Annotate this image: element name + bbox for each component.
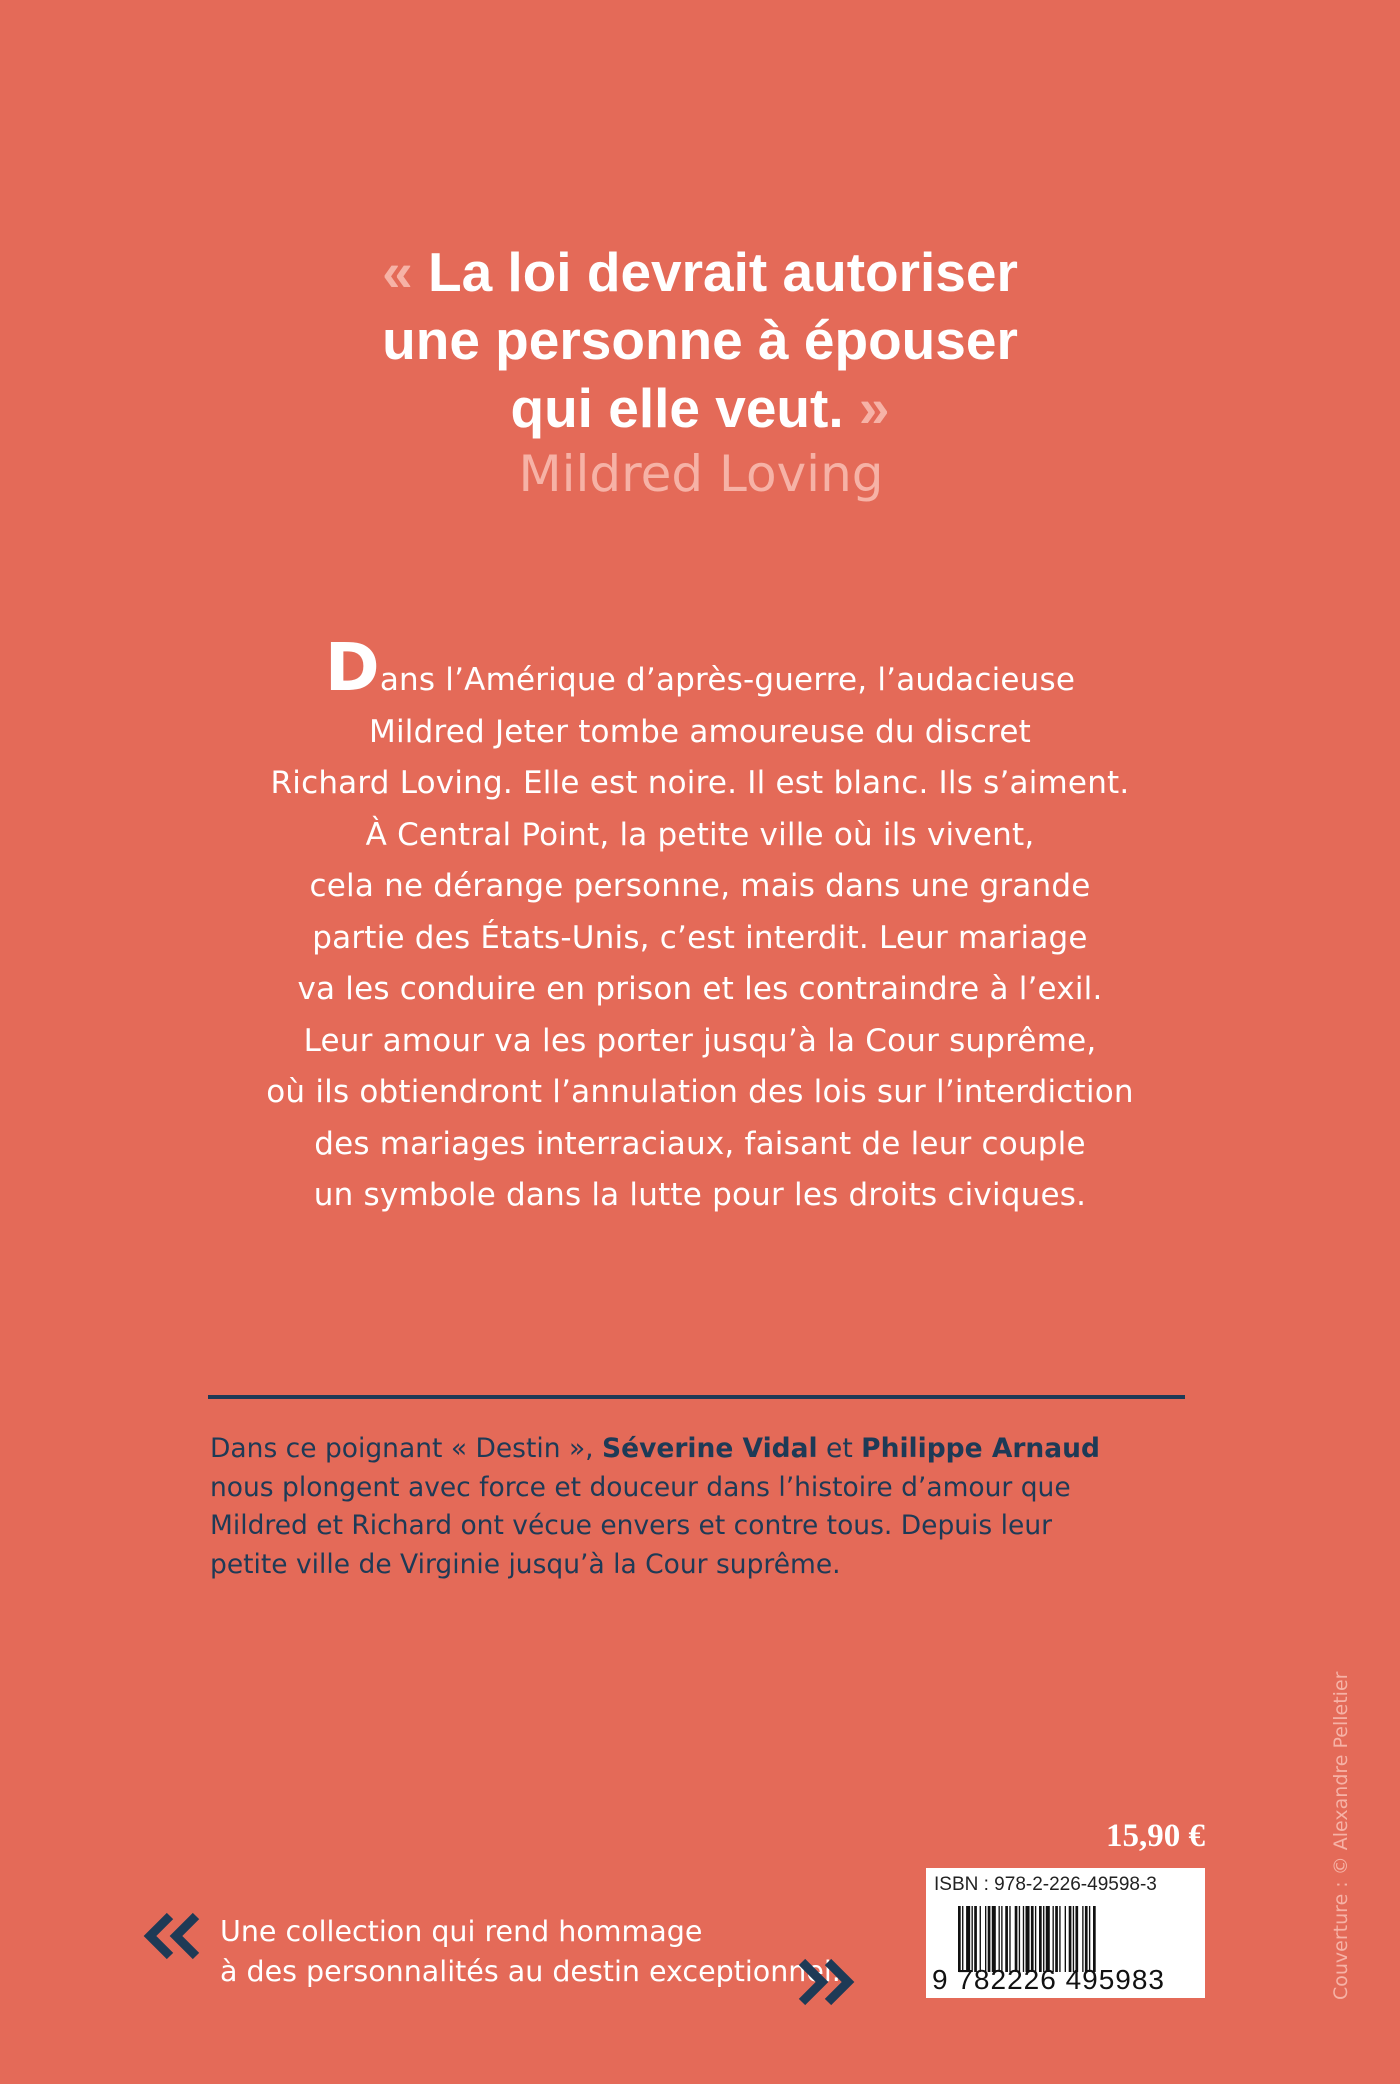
quote-line-1 xyxy=(0,238,1400,306)
barcode-bar xyxy=(1073,1906,1074,1972)
barcode-bar xyxy=(1039,1906,1042,1972)
quote-block xyxy=(0,238,1400,504)
barcode-bar xyxy=(1059,1906,1060,1972)
barcode-bar xyxy=(1009,1906,1010,1972)
author-name-2: Philippe Arnaud xyxy=(861,1433,1100,1464)
collection-line-2: à des personnalités au destin exceptionnel. xyxy=(220,1955,841,1988)
barcode-bar xyxy=(1005,1906,1008,1972)
authors-line-3: Mildred et Richard ont vécue envers et contre tous. Depuis leur xyxy=(210,1510,1053,1541)
blurb-line: Leur amour va les porter jusqu’à la Cour suprême, xyxy=(303,1022,1097,1059)
divider-rule xyxy=(208,1395,1185,1399)
price-label: 15,90 € xyxy=(1106,1818,1205,1854)
blurb-line: va les conduire en prison et les contraindre à l’exil. xyxy=(297,971,1103,1007)
barcode-bar xyxy=(1053,1906,1054,1972)
barcode-bar xyxy=(1031,1906,1034,1972)
barcode-bar xyxy=(1065,1906,1066,1972)
double-chevron-right-icon xyxy=(794,1958,856,2006)
isbn-label: ISBN : 978-2-226-49598-3 xyxy=(934,1874,1157,1895)
barcode-bar xyxy=(980,1906,981,1972)
barcode-bar xyxy=(985,1906,986,1972)
barcode-bar xyxy=(1035,1906,1036,1972)
authors-line-4: petite ville de Virginie jusqu’à la Cour suprême. xyxy=(210,1548,841,1580)
blurb-line: partie des États-Unis, c’est interdit. Leur mariage xyxy=(312,919,1088,956)
quote-author: Mildred Loving xyxy=(518,445,884,503)
quote-text-1: La loi devrait autoriser xyxy=(427,241,1018,303)
barcode-bar xyxy=(1082,1906,1083,1972)
barcode-bar xyxy=(1085,1906,1088,1972)
barcode-bar xyxy=(1055,1906,1058,1972)
authors-intro: Dans ce poignant « Destin », xyxy=(210,1433,603,1464)
barcode-bar xyxy=(974,1906,977,1972)
blurb-line: cela ne dérange personne, mais dans une grande xyxy=(309,868,1091,904)
barcode-bar xyxy=(1069,1906,1072,1972)
barcode-bar xyxy=(1015,1906,1018,1972)
cover-credit: Couverture : © Alexandre Pelletier xyxy=(1330,1671,1352,2000)
collection-text xyxy=(220,1912,841,1992)
quote-text-3: qui elle veut. xyxy=(510,377,844,439)
barcode-bar xyxy=(958,1906,961,1972)
barcode-digits: 9 782226 495983 xyxy=(932,1964,1165,1995)
open-quote-mark: « xyxy=(382,241,413,303)
collection-tagline xyxy=(142,1912,862,2012)
blurb-line: Mildred Jeter tombe amoureuse du discret xyxy=(369,713,1031,750)
barcode-icon xyxy=(958,1906,1196,1972)
barcode-bar xyxy=(1075,1906,1078,1972)
barcode-bar xyxy=(972,1906,973,1972)
double-chevron-left-icon xyxy=(142,1912,204,1960)
barcode-bar xyxy=(1089,1906,1090,1972)
blurb-line: des mariages interraciaux, faisant de leur couple xyxy=(314,1125,1086,1162)
blurb-line: Richard Loving. Elle est noire. Il est blanc. Ils s’aiment. xyxy=(270,765,1130,801)
author-name-1: Séverine Vidal xyxy=(602,1433,818,1464)
book-blurb xyxy=(180,629,1220,1222)
barcode-box xyxy=(926,1868,1205,1998)
blurb-line: À Central Point, la petite ville où ils vivent, xyxy=(365,816,1035,853)
barcode-bar xyxy=(988,1906,991,1972)
authors-line-1 xyxy=(210,1430,1200,1469)
quote-line-2: une personne à épouser xyxy=(382,309,1018,371)
barcode-bar xyxy=(1043,1906,1044,1972)
barcode-bar xyxy=(1093,1906,1096,1972)
blurb-line: un symbole dans la lutte pour les droits civiques. xyxy=(313,1177,1087,1213)
barcode-bar xyxy=(1046,1906,1050,1972)
authors-conjunction: et xyxy=(817,1433,862,1464)
drop-cap: D xyxy=(324,629,380,706)
blurb-line: où ils obtiendront l’annulation des lois sur l’interdiction xyxy=(266,1074,1134,1110)
authors-paragraph xyxy=(210,1430,1200,1584)
barcode-bar xyxy=(992,1906,996,1972)
barcode-bar xyxy=(1001,1906,1002,1972)
close-quote-mark: » xyxy=(858,377,890,439)
collection-line-1: Une collection qui rend hommage xyxy=(220,1915,703,1948)
barcode-bar xyxy=(1026,1906,1030,1972)
blurb-line xyxy=(180,629,1220,707)
authors-line-2: nous plongent avec force et douceur dans l’histoire d’amour que xyxy=(210,1471,1071,1503)
barcode-bar xyxy=(999,1906,1000,1972)
barcode-bar xyxy=(1023,1906,1024,1972)
blurb-line-text: ans l’Amérique d’après-guerre, l’audacieuse xyxy=(379,662,1076,698)
barcode-bar xyxy=(966,1906,970,1972)
barcode-bar xyxy=(1019,1906,1020,1972)
barcode-bar xyxy=(962,1906,963,1972)
quote-line-3 xyxy=(0,374,1400,442)
